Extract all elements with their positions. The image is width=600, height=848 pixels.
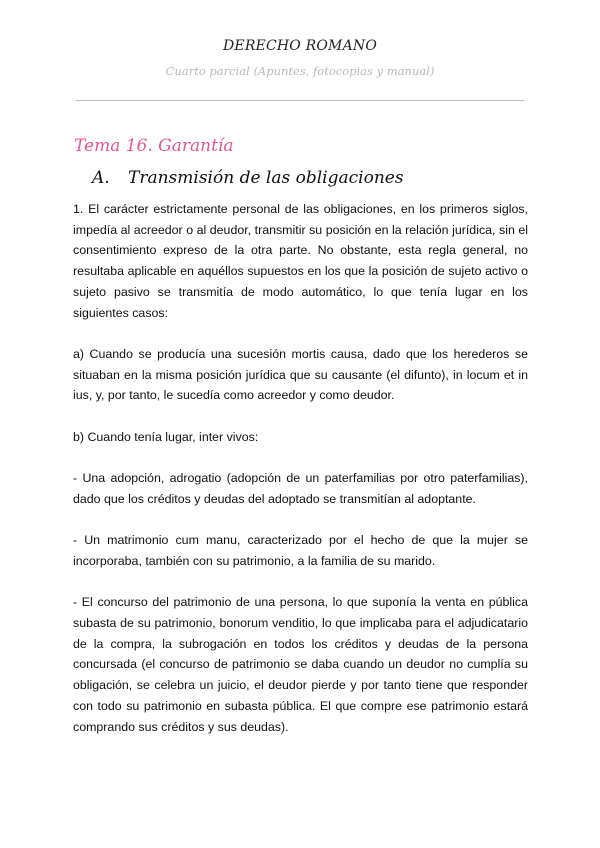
document-header-subtitle: Cuarto parcial (Apuntes, fotocopias y manual) [165, 64, 435, 78]
header-divider [76, 100, 524, 101]
topic-title: Tema 16. Garantía [74, 136, 234, 156]
paragraph-adopcion: - Una adopción, adrogatio (adopción de un paterfamilias por otro paterfamilias), dado que los créditos y deudas del adoptado se transmitían al adoptante. [73, 471, 528, 506]
section-title: Transmisión de las obligaciones [128, 168, 404, 188]
paragraph-case-b: b) Cuando tenía lugar, inter vivos: [73, 429, 259, 444]
document-header-title: DERECHO ROMANO [222, 38, 378, 54]
paragraph-case-a: a) Cuando se producía una sucesión mortis causa, dado que los herederos se situaban en la misma posición jurídica que su causante (el difunto), in locum et in ius, y, por tanto, le sucedía como acreedor y como deudor. [73, 346, 528, 403]
paragraph-intro: 1. El carácter estrictamente personal de las obligaciones, en los primeros siglos, impedía al acreedor o al deudor, transmitir su posición en la relación jurídica, sin el consentimiento expreso de la otra parte. No obstante, esta regla general, no resultaba aplicable en aquéllos supuestos en los que la posición de sujeto activo o sujeto pasivo se transmitía de modo automático, lo que tenía lugar en los siguientes casos: [73, 202, 528, 320]
paragraph-matrimonio: - Un matrimonio cum manu, caracterizado por el hecho de que la mujer se incorporaba, también con su patrimonio, a la familia de su marido. [73, 533, 528, 568]
section-letter: A. [92, 168, 110, 188]
section-heading [92, 168, 404, 188]
paragraph-concurso: - El concurso del patrimonio de una persona, lo que suponía la venta en pública subasta de su patrimonio, bonorum venditio, lo que implicaba para el adjudicatario de la compra, la subrogación en todos los créditos y deudas de la persona concursada (el concurso de patrimonio se daba cuando un deudor no cumplía su obligación, se celebra un juicio, el deudor pierde y por tanto tiene que responder con todo su patrimonio en subasta pública. El que compre ese patrimonio estará comprando sus créditos y sus deudas). [73, 595, 528, 734]
body-text [73, 199, 528, 758]
